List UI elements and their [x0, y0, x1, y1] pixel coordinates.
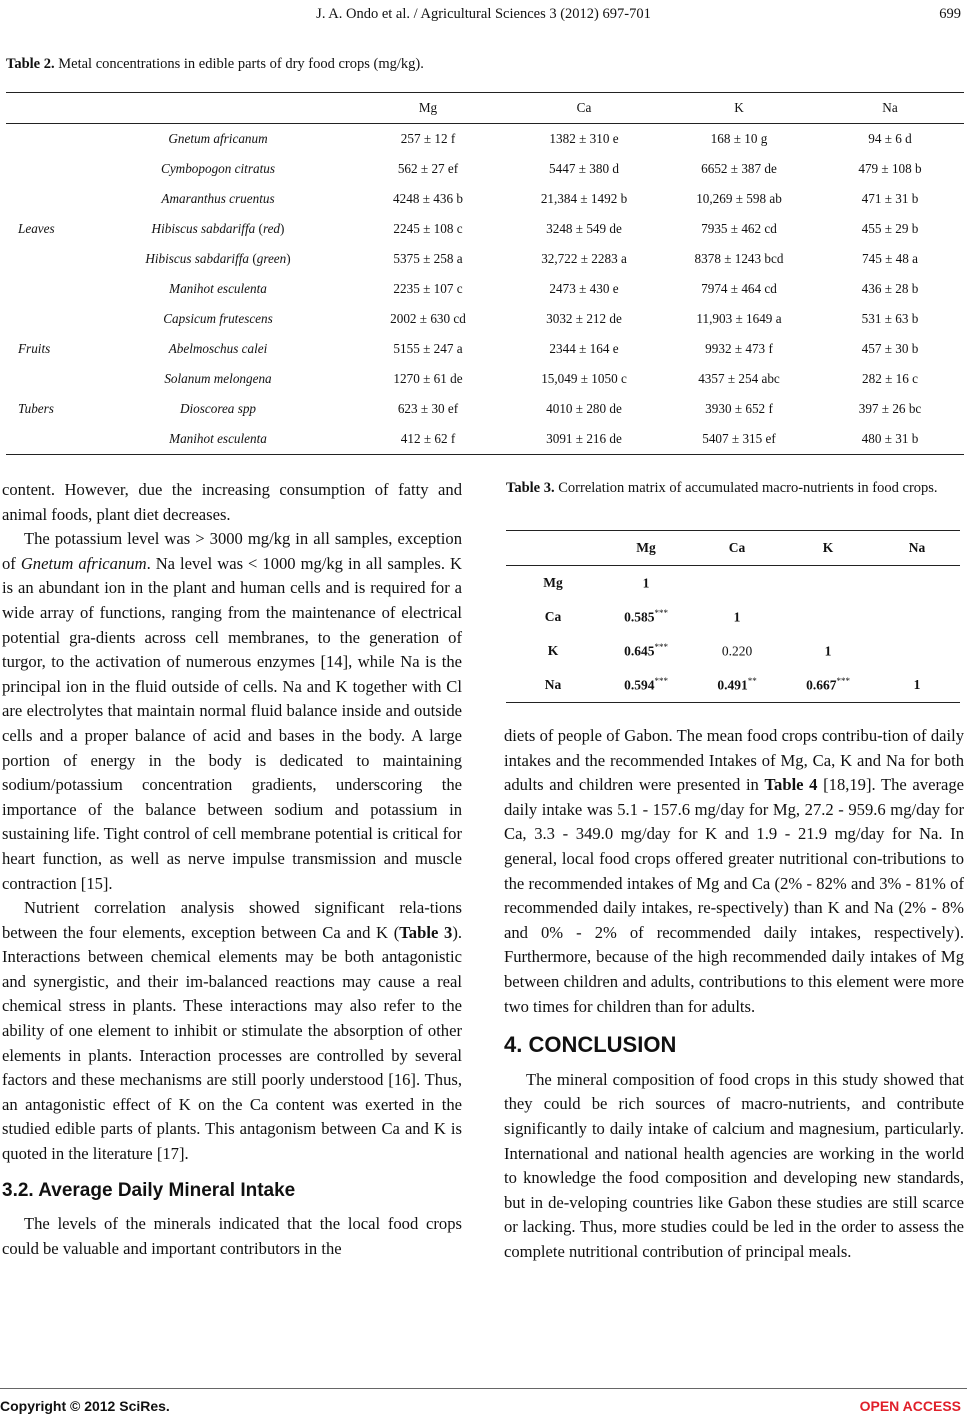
- species-name: Cymbopogon citratus: [161, 161, 275, 176]
- cell-ca: 5447 ± 380 d: [549, 161, 619, 176]
- cell-mg: 2002 ± 630 cd: [390, 311, 466, 326]
- table-row: [6, 304, 964, 334]
- cell-ca: 2344 ± 164 e: [549, 341, 619, 356]
- correlation-value: 1: [642, 575, 650, 591]
- row-group-label: Fruits: [18, 341, 51, 356]
- table2-header-row: [6, 93, 964, 124]
- cell-k: 10,269 ± 598 ab: [696, 191, 782, 206]
- table3-col-header: Na: [908, 540, 926, 555]
- table-row: [6, 244, 964, 274]
- table2-caption-text: Metal concentrations in edible parts of dry food crops (mg/kg).: [58, 56, 424, 72]
- cell-mg: 257 ± 12 f: [400, 131, 456, 146]
- cell-na: 479 ± 108 b: [858, 161, 922, 176]
- page-footer: [0, 1388, 967, 1414]
- cell-na: 94 ± 6 d: [868, 131, 912, 146]
- table-row: [6, 424, 964, 455]
- table3-header-row: [506, 531, 960, 566]
- cell-na: 745 ± 48 a: [862, 251, 918, 266]
- table2-col-header: Na: [882, 100, 898, 115]
- row-header: Ca: [544, 609, 562, 624]
- cell-na: 455 ± 29 b: [861, 221, 919, 236]
- row-group-label: [6, 304, 86, 334]
- row-group-label: [6, 124, 86, 155]
- cell-k: 3930 ± 652 f: [705, 401, 773, 416]
- row-group-label: [6, 274, 86, 304]
- cell-mg: 562 ± 27 ef: [397, 161, 459, 176]
- cell-ca: 3032 ± 212 de: [546, 311, 622, 326]
- species-name: Hibiscus sabdariffa (red): [151, 221, 285, 236]
- paragraph: The mineral composition of food crops in this study showed that they could be rich sources of macro-nutrients, and contribute significantly to daily intake of calcium and magnesium, particularly. International and national health agencies are working in the world to knowledge the food composition and developing new standards, but in de-veloping countries like Gabon these studies are still scarce or lacking. Thus, more studies could be led in the order to assess the complete nutritional contribution of principal meals.: [504, 1069, 964, 1261]
- table3-col-header: Mg: [636, 540, 656, 555]
- correlation-cell: [600, 668, 692, 703]
- running-header: [0, 4, 967, 26]
- cell-na: 471 ± 31 b: [861, 191, 919, 206]
- correlation-cell: [692, 600, 782, 634]
- cell-ca: 3091 ± 216 de: [546, 431, 622, 446]
- table2-col-header: K: [734, 100, 744, 115]
- significance-mark: ***: [654, 676, 668, 687]
- table3: [506, 530, 960, 703]
- correlation-cell: [782, 668, 874, 703]
- cell-k: 11,903 ± 1649 a: [696, 311, 782, 326]
- table3-label: Table 3.: [506, 480, 555, 496]
- row-group-label: [6, 364, 86, 394]
- correlation-cell: [692, 634, 782, 668]
- cell-mg: 5375 ± 258 a: [393, 251, 463, 266]
- cell-k: 168 ± 10 g: [710, 131, 768, 146]
- correlation-value: 0.645: [624, 643, 655, 659]
- correlation-cell: [782, 600, 874, 634]
- cell-k: 7974 ± 464 cd: [701, 281, 777, 296]
- table2: [6, 92, 964, 455]
- cell-ca: 15,049 ± 1050 c: [541, 371, 627, 386]
- significance-mark: ***: [654, 608, 668, 619]
- running-title: J. A. Ondo et al. / Agricultural Sciences 3 (2012) 697-701: [316, 6, 651, 22]
- cell-ca: 4010 ± 280 de: [546, 401, 622, 416]
- cell-k: 7935 ± 462 cd: [701, 221, 777, 236]
- correlation-cell: [600, 600, 692, 634]
- species-name: Capsicum frutescens: [163, 311, 273, 326]
- species-name: Amaranthus cruentus: [161, 191, 275, 206]
- cell-ca: 2473 ± 430 e: [549, 281, 619, 296]
- cell-k: 4357 ± 254 abc: [698, 371, 780, 386]
- paragraph: The potassium level was > 3000 mg/kg in all samples, exception of Gnetum africanum. Na level was < 1000 mg/kg in all samples. K is an abundant ion in the plant and human cells and is required for a wide array of functions, ranging from the maintenance of electrical potential gra-dients across cell membranes, to the generation of turgor, to the activation of numerous enzymes [14], while Na is the principal ion in the fluid outside of cells. Na and K together with Cl are electrolytes that maintain normal fluid balance inside and outside cells and a proper balance of acid and bases in the body. A large portion of energy in the body is dedicated to maintaining sodium/potassium concentration gradients, underscoring the importance of the balance between sodium and potassium in sustaining life. Tight control of cell membrane potential is critical for heart function, as well as nerve impulse transmission and muscle contraction [15].: [2, 529, 462, 893]
- cell-ca: 3248 ± 549 de: [546, 221, 622, 236]
- species-name: Dioscorea spp: [179, 401, 257, 416]
- cell-na: 457 ± 30 b: [861, 341, 919, 356]
- row-header: K: [547, 643, 559, 658]
- cell-ca: 1382 ± 310 e: [549, 131, 619, 146]
- table2-caption: [6, 56, 424, 73]
- table-row: [6, 124, 964, 155]
- correlation-cell: [782, 566, 874, 601]
- table-row: [6, 154, 964, 184]
- cell-na: 282 ± 16 c: [862, 371, 918, 386]
- paragraph: The levels of the minerals indicated that the local food crops could be valuable and important contributors in the: [2, 1214, 462, 1258]
- cell-mg: 623 ± 30 ef: [397, 401, 459, 416]
- species-name: Gnetum africanum: [168, 131, 268, 146]
- paragraph: Nutrient correlation analysis showed significant rela-tions between the four elements, exception between Ca and K (Table 3). Interactions between chemical elements may be both antagonistic and synergistic, and their im-balanced reactions may cause a real chemical stress in plants. These interactions may also refer to the ability of one element to inhibit or stimulate the absorption of other elements in plants. Interaction processes are controlled by several factors and these mechanisms are still poorly understood [16]. Thus, an antagonistic effect of K on the Ca content was exerted in the studied edible parts of plants. This antagonism between Ca and K is quoted in the literature [17].: [2, 898, 462, 1164]
- paragraph: diets of people of Gabon. The mean food crops contribu-tion of daily intakes and the recommended Intakes of Mg, Ca, K and Na for both adults and children were presented in Table 4 [18,19]. The average daily intake was 5.1 - 157.6 mg/day for Mg, 27.2 - 959.6 mg/day for Ca, 3.3 - 349.0 mg/day for K and 1.9 - 21.9 mg/day for Na. In general, local food crops offered greater nutritional con-tributions to the recommended intakes of Mg and Ca (2% - 82% and 3% - 81% of recommended daily intakes, re-spectively) than K and Na (2% - 8% and 0% - 2% of recommended daily intakes, respectively). Furthermore, because of the high recommended daily intakes of Mg between children and adults, contributions to this element were more two times for children than for adults.: [504, 726, 964, 1016]
- table-row: [506, 566, 960, 601]
- table2-label: Table 2.: [6, 56, 55, 72]
- correlation-value: 0.220: [721, 643, 753, 659]
- row-group-label: Leaves: [18, 221, 55, 236]
- right-column: [504, 724, 964, 1264]
- correlation-cell: [874, 668, 960, 703]
- cell-k: 8378 ± 1243 bcd: [694, 251, 784, 266]
- table2-col-header: Ca: [576, 100, 592, 115]
- row-header: Na: [544, 677, 562, 692]
- table-row: [6, 184, 964, 214]
- table-row: [506, 600, 960, 634]
- cell-k: 6652 ± 387 de: [701, 161, 777, 176]
- table-row: [6, 214, 964, 244]
- cell-ca: 32,722 ± 2283 a: [541, 251, 627, 266]
- correlation-value: 1: [824, 643, 832, 659]
- cell-mg: 2245 ± 108 c: [393, 221, 463, 236]
- significance-mark: ***: [654, 642, 668, 653]
- correlation-value: 0.491: [717, 677, 748, 693]
- cell-ca: 21,384 ± 1492 b: [540, 191, 628, 206]
- correlation-cell: [874, 566, 960, 601]
- table-row: [6, 394, 964, 424]
- row-group-label: [6, 424, 86, 455]
- cell-na: 531 ± 63 b: [861, 311, 919, 326]
- section-heading: 3.2. Average Daily Mineral Intake: [2, 1179, 296, 1201]
- cell-mg: 5155 ± 247 a: [393, 341, 463, 356]
- species-name: Solanum melongena: [164, 371, 272, 386]
- cell-mg: 2235 ± 107 c: [393, 281, 463, 296]
- significance-mark: ***: [836, 676, 850, 687]
- open-access-label: OPEN ACCESS: [859, 1398, 961, 1414]
- species-name: Manihot esculenta: [169, 281, 267, 296]
- cell-na: 480 ± 31 b: [861, 431, 919, 446]
- species-name: Abelmoschus calei: [168, 341, 268, 356]
- row-group-label: [6, 244, 86, 274]
- correlation-value: 1: [733, 609, 741, 625]
- table2-col-header: Mg: [418, 100, 438, 115]
- table3-col-header: K: [822, 540, 834, 555]
- correlation-cell: [692, 566, 782, 601]
- correlation-value: 0.585: [624, 609, 655, 625]
- row-group-label: [6, 184, 86, 214]
- correlation-value: 0.667: [806, 677, 837, 693]
- significance-mark: **: [747, 676, 757, 687]
- table-row: [506, 668, 960, 703]
- cell-mg: 4248 ± 436 b: [393, 191, 463, 206]
- correlation-value: 0.594: [624, 677, 655, 693]
- paragraph: content. However, due the increasing consumption of fatty and animal foods, plant diet decreases.: [2, 480, 462, 524]
- row-group-label: Tubers: [18, 401, 54, 416]
- table-row: [6, 274, 964, 304]
- table-row: [6, 334, 964, 364]
- correlation-cell: [782, 634, 874, 668]
- table3-caption-text: Correlation matrix of accumulated macro-nutrients in food crops.: [558, 480, 938, 496]
- section-heading: 4. CONCLUSION: [504, 1032, 677, 1058]
- table-row: [6, 364, 964, 394]
- species-name: Hibiscus sabdariffa (green): [145, 251, 291, 266]
- cell-na: 397 ± 26 bc: [858, 401, 922, 416]
- cell-na: 436 ± 28 b: [861, 281, 919, 296]
- left-column: [2, 478, 462, 1261]
- table3-caption: [506, 478, 964, 498]
- table-row: [506, 634, 960, 668]
- cell-mg: 412 ± 62 f: [400, 431, 456, 446]
- correlation-cell: [600, 634, 692, 668]
- cell-mg: 1270 ± 61 de: [393, 371, 463, 386]
- table3-col-header: Ca: [728, 540, 746, 555]
- correlation-value: 1: [913, 677, 921, 692]
- cell-k: 5407 ± 315 ef: [702, 431, 776, 446]
- row-group-label: [6, 154, 86, 184]
- correlation-cell: [874, 634, 960, 668]
- copyright-text: Copyright © 2012 SciRes.: [0, 1398, 170, 1414]
- cell-k: 9932 ± 473 f: [705, 341, 773, 356]
- correlation-cell: [692, 668, 782, 703]
- correlation-cell: [600, 566, 692, 601]
- page-number: 699: [939, 6, 961, 22]
- species-name: Manihot esculenta: [169, 431, 267, 446]
- correlation-cell: [874, 600, 960, 634]
- row-header: Mg: [543, 575, 563, 590]
